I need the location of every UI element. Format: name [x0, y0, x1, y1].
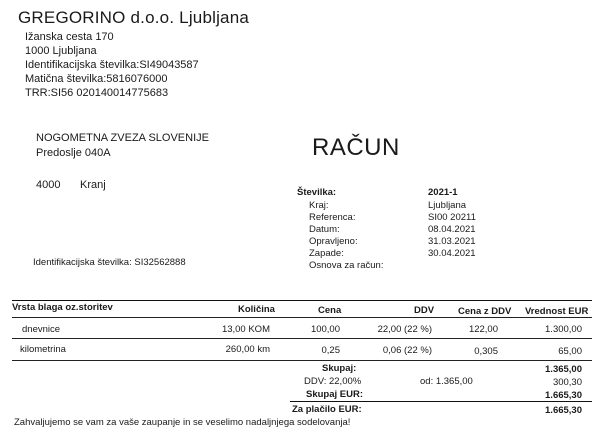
total-value: 1.665,30 — [545, 390, 582, 401]
meta-label-place: Kraj: — [309, 200, 329, 211]
meta-value-due: 30.04.2021 — [428, 248, 476, 259]
vat-base: od: 1.365,00 — [420, 376, 473, 387]
row-rule — [12, 338, 592, 339]
row-price-vat: 122,00 — [468, 324, 498, 335]
recipient-street: Predoslje 040A — [36, 147, 111, 159]
col-header-price: Cena — [318, 305, 342, 316]
row-item: kilometrina — [20, 344, 66, 355]
row-qty: 260,00 km — [225, 344, 270, 355]
meta-label-basis: Osnova za račun: — [309, 260, 384, 271]
meta-label-due: Zapade: — [309, 248, 344, 259]
issuer-tax-id: Identifikacijska številka:SI49043587 — [25, 59, 199, 71]
total-label: Skupaj EUR: — [306, 389, 364, 400]
meta-label-date: Datum: — [309, 224, 340, 235]
vat-rate-label: DDV: 22,00% — [304, 376, 362, 387]
col-header-vat: DDV — [414, 305, 435, 316]
payable-value: 1.665,30 — [545, 405, 582, 416]
table-top-rule — [12, 300, 592, 301]
issuer-reg-no: Matična številka:5816076000 — [25, 73, 168, 85]
meta-value-number: 2021-1 — [428, 187, 458, 198]
issuer-trr: TRR:SI56 020140014775683 — [25, 87, 169, 99]
footer-thanks: Zahvaljujemo se vam za vaše zaupanje in se veselimo nadaljnjega sodelovanja! — [14, 417, 351, 428]
row-price: 0,25 — [321, 345, 340, 356]
row-vat: 22,00 (22 %) — [377, 324, 432, 335]
col-header-qty: Količina — [238, 304, 275, 315]
row-price-vat: 0,305 — [474, 346, 498, 357]
meta-label-performed: Opravljeno: — [309, 236, 358, 247]
meta-value-performed: 31.03.2021 — [428, 236, 476, 247]
vat-value: 300,30 — [552, 377, 582, 388]
issuer-name: GREGORINO d.o.o. Ljubljana — [18, 8, 250, 27]
meta-value-date: 08.04.2021 — [428, 224, 476, 235]
row-rule — [12, 360, 592, 361]
subtotal-label: Skupaj: — [322, 363, 357, 374]
recipient-tax-id: Identifikacijska številka: SI32562888 — [33, 257, 186, 268]
subtotal-value: 1.365,00 — [545, 364, 582, 375]
meta-value-reference: SI00 20211 — [428, 212, 476, 223]
document-title: RAČUN — [312, 134, 400, 161]
recipient-name: NOGOMETNA ZVEZA SLOVENIJE — [36, 132, 209, 144]
table-header-rule — [12, 317, 592, 318]
issuer-street: Ižanska cesta 170 — [25, 31, 114, 43]
meta-label-number: Številka: — [297, 187, 337, 198]
meta-label-reference: Referenca: — [309, 212, 356, 223]
row-price: 100,00 — [310, 324, 340, 335]
col-header-item: Vrsta blaga oz.storitev — [12, 302, 113, 313]
col-header-value: Vrednost EUR — [525, 306, 589, 317]
totals-rule — [290, 401, 592, 402]
meta-value-place: Ljubljana — [428, 200, 467, 211]
payable-label: Za plačilo EUR: — [292, 404, 362, 415]
row-item: dnevnice — [22, 324, 61, 335]
recipient-city: Kranj — [80, 179, 106, 191]
row-qty: 13,00 KOM — [221, 324, 270, 335]
row-value: 1.300,00 — [545, 324, 582, 335]
col-header-price-vat: Cena z DDV — [458, 306, 512, 317]
row-vat: 0,06 (22 %) — [382, 345, 432, 356]
issuer-city: 1000 Ljubljana — [25, 45, 97, 57]
recipient-postcode: 4000 — [36, 179, 61, 191]
row-value: 65,00 — [558, 346, 582, 357]
